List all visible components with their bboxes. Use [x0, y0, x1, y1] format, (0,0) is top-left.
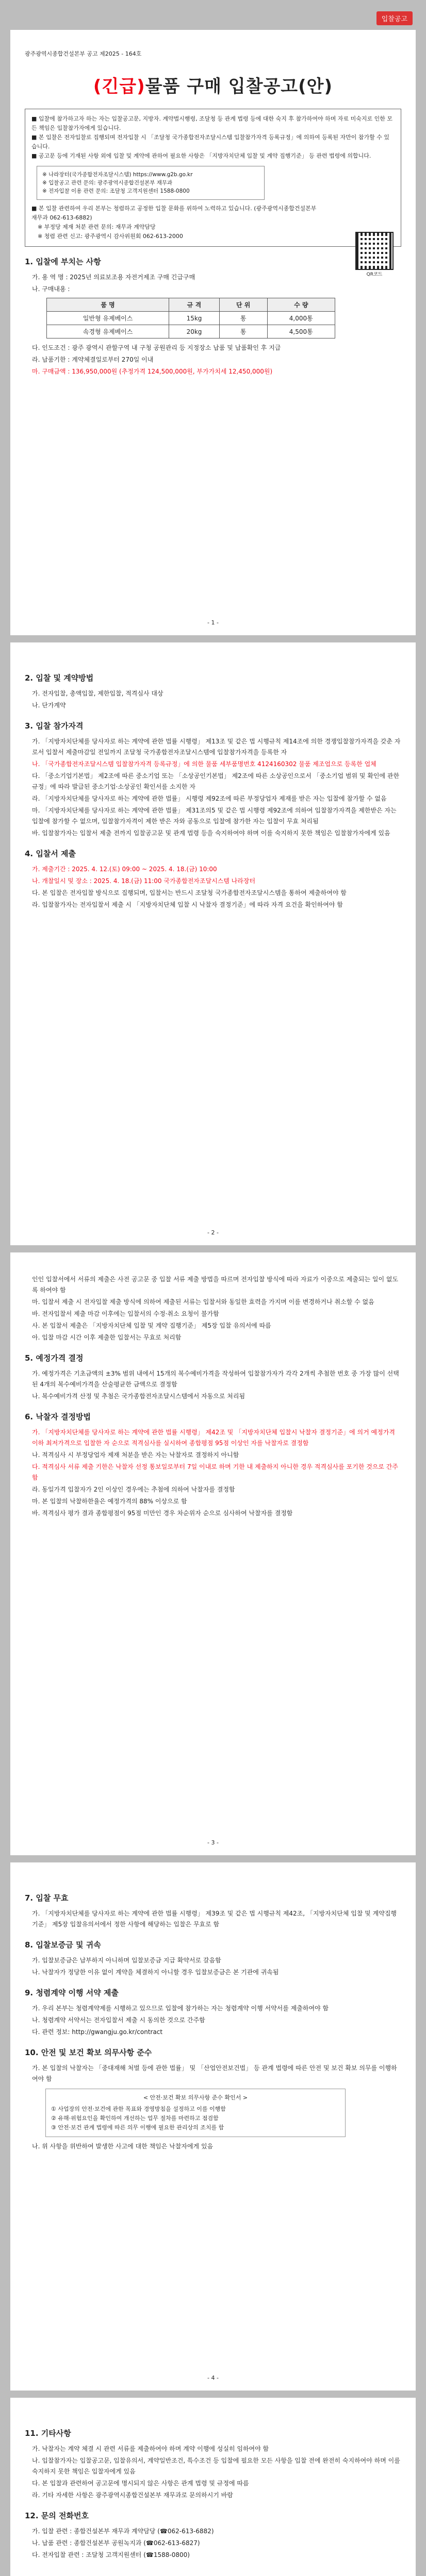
line-highlight: 나. 개찰일시 및 장소 : 2025. 4. 18.(금) 11:00 국가종합전자조달시스템 나라장터 — [32, 877, 256, 885]
table-cell: 통 — [219, 312, 267, 325]
table-row — [47, 312, 335, 325]
line: 다. 인도조건 : 광주 광역시 관할구역 내 구청 공원관리 등 지정장소 납품 및 납품확인 후 지급 — [32, 344, 281, 351]
line: 라. 기타 자세한 사항은 광주광역시종합건설본부 재무과로 문의하시기 바람 — [32, 2492, 233, 2499]
contact-line: ※ 전자입찰 이용 관련 문의: 조달청 고객지원센터 1588-0800 — [42, 188, 190, 194]
table-cell: 통 — [219, 325, 267, 338]
page-3 — [10, 1252, 416, 1855]
line: 사. 본 입찰서 제출은 「지방자치단체 입찰 및 계약 집행기준」 제5장 입찰 유의서에 따름 — [32, 1322, 271, 1329]
section-heading: 10. 안전 및 보건 확보 의무사항 준수 — [25, 2048, 152, 2057]
section-heading: 5. 예정가격 결정 — [25, 1353, 84, 1363]
line: 마. 입찰서 제출 시 전자입찰 제출 방식에 의하여 제출된 서류는 입찰서와 동일한 효력을 가지며 이를 변경하거나 취소할 수 없음 — [32, 1298, 374, 1306]
items-table — [46, 298, 335, 338]
contact-box — [37, 166, 265, 200]
qr-label: QR코드 — [366, 272, 383, 277]
line: 가. 용 역 명 : 2025년 의료보조용 자전거제조 구매 긴급구매 — [32, 274, 195, 281]
table-cell: 4,500통 — [267, 325, 335, 338]
page-5 — [10, 2398, 416, 2576]
page-number: - 4 - — [207, 2375, 219, 2381]
line: 나. 구매내용 : — [32, 285, 70, 293]
line: 나. 복수예비가격 산정 및 추첨은 국가종합전자조달시스템에서 자동으로 처리됨 — [32, 1393, 245, 1400]
table-cell: 4,000통 — [267, 312, 335, 325]
line: 가. 우리 본부는 청렴계약제를 시행하고 있으므로 입찰에 참가하는 자는 청렴계약 이행 서약서를 제출하여야 함 — [32, 2005, 329, 2012]
section-heading: 4. 입찰서 제출 — [25, 849, 76, 858]
line: 인인 입찰서에서 서류의 제출은 사전 공고문 중 입찰 서류 제출 방법을 따르며 전자입찰 방식에 따라 자료가 이중으로 제출되는 일이 없도록 하여야 함 — [32, 1276, 399, 1294]
page-4 — [10, 1862, 416, 2391]
document-number: 광주광역시종합건설본부 공고 제2025 - 164호 — [25, 50, 142, 57]
line: 나. 입찰참가자는 입찰공고문, 입찰유의서, 계약일반조건, 특수조건 등 입찰에 필요한 모든 사항을 입찰 전에 완전히 숙지하여야 하며 이를 숙지하지 못한 책임은 입찰자에게 있음 — [32, 2457, 400, 2475]
safety-item: ① 사업장의 안전·보건에 관한 목표와 경영방침을 설정하고 이를 이행함 — [51, 2106, 226, 2112]
line: 라. 동일가격 입찰자가 2인 이상인 경우에는 추첨에 의하여 낙찰자를 결정함 — [32, 1486, 235, 1493]
line: 나. 단가계약 — [32, 702, 66, 709]
table-header: 단 위 — [219, 298, 267, 312]
line-highlight: 다. 적격심사 서류 제출 기한은 낙찰자 선정 통보일로부터 7일 이내로 하며 기한 내 제출하지 아니한 경우 적격심사를 포기한 것으로 간주함 — [32, 1463, 398, 1481]
notice-line: ※ 부정당 제재 처분 관련 문의: 재무과 계약담당 — [38, 224, 156, 230]
notice-line: ■ 입찰에 참가하고자 하는 자는 입찰공고문, 지방자. 계약법시행령, 조달청 등 관계 법령 등에 대한 숙지 후 참가하여야 하며 자료 미숙지로 인한 모든 책임은 입찰참가자에게 있습니다. — [31, 115, 392, 131]
line: 마. 본 입찰의 낙찰하한율은 예정가격의 88% 이상으로 함 — [32, 1498, 187, 1505]
section-heading: 12. 문의 전화번호 — [25, 2511, 89, 2520]
qr-block[interactable] — [355, 232, 394, 279]
line: 가. 낙찰자는 계약 체결 시 관련 서류를 제출하여야 하며 계약 이행에 성실히 임하여야 함 — [32, 2445, 269, 2452]
table-header: 규 격 — [169, 298, 220, 312]
tag-badge: 입찰공고 — [376, 11, 413, 25]
line: 나. 적격심사 시 부정당업자 제재 처분을 받은 자는 낙찰자로 결정하지 아니함 — [32, 1451, 239, 1459]
line: 라. 「지방자치단체를 당사자로 하는 계약에 관한 법률」 시행령 제92조에 따른 부정당업자 제재를 받은 자는 입찰에 참가할 수 없음 — [32, 795, 387, 802]
line-highlight: 나. 「국가종합전자조달시스템 입찰참가자격 등록규정」에 의한 물품 세부품명번호 4124160302 물품 제조업으로 등록한 업체 — [32, 760, 376, 768]
line: 다. 본 입찰과 관련하여 공고문에 명시되지 않은 사항은 관계 법령 및 규정에 따름 — [32, 2480, 249, 2487]
line: 바. 입찰참가자는 입찰서 제출 전까지 입찰공고문 및 관계 법령 등을 숙지하여야 하며 이를 숙지하지 못한 책임은 입찰참가자에게 있음 — [32, 829, 390, 837]
section-heading: 2. 입찰 및 계약방법 — [25, 673, 94, 683]
line: 가. 「지방자치단체를 당사자로 하는 계약에 관한 법률 시행령」 제13조 및 같은 법 시행규칙 제14조에 의한 경쟁입찰참가자격을 갖춘 자로서 입찰서 제출마감일 전일까지 조달청 국가종합전자조달시스템에 입찰참가자격을 등록한 자 — [32, 738, 401, 756]
line: 라. 입찰참가자는 전자입찰서 제출 시 「지방자치단체 입찰 시 낙찰자 결정기준」에 따라 자격 요건을 확인하여야 함 — [32, 901, 343, 908]
contact-line: ※ 나라장터(국가종합전자조달시스템) https://www.g2b.go.kr — [42, 172, 193, 178]
line: 나. 낙찰자가 정당한 이유 없이 계약을 체결하지 아니할 경우 입찰보증금은 본 기관에 귀속됨 — [32, 1969, 279, 1976]
table-header: 품 명 — [47, 298, 169, 312]
section-heading: 1. 입찰에 부치는 사항 — [25, 257, 101, 266]
line-highlight: 마. 구매금액 : 136,950,000원 (추정가격 124,500,000원, 부가가치세 12,450,000원) — [32, 368, 273, 375]
line: 나. 청렴계약 서약서는 전자입찰서 제출 시 동의한 것으로 간주함 — [32, 2016, 205, 2024]
urgent-label: (긴급) — [93, 76, 145, 97]
section-heading: 7. 입찰 무효 — [25, 1893, 69, 1903]
section-heading: 11. 기타사항 — [25, 2429, 71, 2438]
line: 바. 전자입찰서 제출 마감 이후에는 입찰서의 수정·취소 요청이 불가함 — [32, 1310, 219, 1317]
page-2 — [10, 642, 416, 1245]
line-highlight: 가. 제출기간 : 2025. 4. 12.(토) 09:00 ~ 2025. 4. 18.(금) 10:00 — [32, 866, 217, 873]
link-line[interactable]: 다. 관련 정보: http://gwangju.go.kr/contract — [32, 2028, 163, 2036]
page-1 — [10, 30, 416, 635]
table-cell: 속경형 유제베이스 — [47, 325, 169, 338]
qr-code-icon[interactable] — [355, 232, 394, 270]
line: 다. 본 입찰은 전자입찰 방식으로 집행되며, 입찰서는 반드시 조달청 국가종합전자조달시스템을 통하여 제출하여야 함 — [32, 889, 347, 896]
section-heading: 8. 입찰보증금 및 귀속 — [25, 1940, 101, 1950]
safety-box-title: < 안전·보건 확보 의무사항 준수 확인서 > — [143, 2094, 248, 2101]
notice-line: ■ 본 입찰 관련하여 우리 본부는 청렴하고 공정한 입찰 문화를 위하여 노력하고 있습니다. (광주광역시종합건설본부 재무과 062-613-6882) — [31, 205, 317, 221]
line: 가. 본 입찰의 낙찰자는 「중대재해 처벌 등에 관한 법률」 및 「산업안전보건법」 등 관계 법령에 따른 안전 및 보건 확보 의무를 이행하여야 함 — [32, 2064, 397, 2082]
section-heading: 3. 입찰 참가자격 — [25, 721, 84, 731]
section-heading: 6. 낙찰자 결정방법 — [25, 1412, 91, 1421]
line-highlight: 가. 「지방자치단체를 당사자로 하는 계약에 관한 법률 시행령」 제42조 및 「지방자치단체 입찰시 낙찰자 결정기준」에 의거 예정가격 이하 최저가격으로 입찰한 자 순으로 적격심사를 실시하여 종합평점 95점 이상인 자를 낙찰자로 결정함 — [32, 1429, 395, 1447]
notice-line: ■ 공고문 등에 기재된 사항 외에 입찰 및 계약에 관하여 필요한 사항은 「지방자치단체 입찰 및 계약 집행기준」 등 관련 법령에 의합니다. — [31, 152, 371, 159]
safety-item: ③ 안전·보건 관계 법령에 따른 의무 이행에 필요한 관리상의 조치를 함 — [51, 2124, 224, 2131]
line: 다. 「중소기업기본법」 제2조에 따른 중소기업 또는 「소상공인기본법」 제2조에 따른 소상공인으로서 「중소기업 범위 및 확인에 관한 규정」에 따라 발급된 중소기업·소상공인 확인서를 소지한 자 — [32, 772, 400, 790]
table-row — [47, 325, 335, 338]
line: 가. 전자입찰, 총액입찰, 제한입찰, 적격심사 대상 — [32, 690, 163, 697]
safety-item: ② 유해·위험요인을 확인하여 개선하는 업무 절차를 마련하고 점검함 — [51, 2115, 219, 2122]
notice-line: ※ 청렴 관련 신고: 광주광역시 감사위원회 062-613-2000 — [38, 233, 183, 240]
section-heading: 9. 청렴계약 이행 서약 제출 — [25, 1988, 119, 1997]
safety-box — [45, 2089, 346, 2137]
line: 라. 납품기한 : 계약체결일로부터 270일 이내 — [32, 356, 154, 363]
line: 나. 위 사항을 위반하여 발생한 사고에 대한 책임은 낙찰자에게 있음 — [32, 2143, 214, 2150]
line: 다. 전자입찰 관련 : 조달청 고객지원센터 (☎1588-0800) — [32, 2551, 190, 2558]
page-number: - 1 - — [207, 619, 219, 626]
notice-line: ■ 본 입찰은 전자입찰로 집행되며 전자입찰 시 「조달청 국가종합전자조달시스템 입찰참가자격 등록규정」에 의하여 등록된 자만이 참가할 수 있습니다. — [31, 134, 390, 150]
page-title — [25, 72, 401, 97]
table-cell: 20kg — [169, 325, 220, 338]
line: 바. 적격심사 평가 결과 종합평점이 95점 미만인 경우 차순위자 순으로 심사하여 낙찰자를 결정함 — [32, 1510, 293, 1517]
line: 가. 예정가격은 기초금액의 ±3% 범위 내에서 15개의 복수예비가격을 작성하여 입찰참가자가 각각 2개씩 추첨한 번호 중 가장 많이 선택된 4개의 복수예비가격을 산술평균한 금액으로 결정함 — [32, 1370, 399, 1388]
line: 마. 「지방자치단체를 당사자로 하는 계약에 관한 법률」 제31조의5 및 같은 법 시행령 제92조에 의하여 입찰참가자격을 제한받은 자는 입찰에 참가할 수 없으며, 입찰참가자격이 제한 받은 자와 공동으로 입찰에 참가한 자는 입찰이 무효 처리됨 — [32, 807, 397, 825]
table-header: 수 량 — [267, 298, 335, 312]
table-cell: 일반형 유제베이스 — [47, 312, 169, 325]
line: 가. 입찰보증금은 납부하지 아니하며 입찰보증금 지급 확약서로 갈음함 — [32, 1957, 221, 1964]
table-cell: 15kg — [169, 312, 220, 325]
page-number: - 3 - — [207, 1839, 219, 1846]
title-text: 물품 구매 입찰공고(안) — [145, 76, 333, 97]
line: 가. 입찰 관련 : 종합건설본부 재무과 계약담당 (☎062-613-6882) — [32, 2528, 214, 2535]
line: 아. 입찰 마감 시간 이후 제출한 입찰서는 무효로 처리함 — [32, 1334, 182, 1341]
line: 나. 납품 관련 : 종합건설본부 공원녹지과 (☎062-613-6827) — [32, 2539, 200, 2547]
contact-line: ※ 입찰공고 관련 문의: 광주광역시종합건설본부 재무과 — [42, 180, 173, 186]
page-number: - 2 - — [207, 1229, 219, 1236]
line: 가. 「지방자치단체를 당사자로 하는 계약에 관한 법률 시행령」 제39조 및 같은 법 시행규칙 제42조, 「지방자치단체 입찰 및 계약집행기준」 제5장 입찰유의서에서 정한 사항에 해당하는 입찰은 무효로 함 — [32, 1910, 397, 1928]
